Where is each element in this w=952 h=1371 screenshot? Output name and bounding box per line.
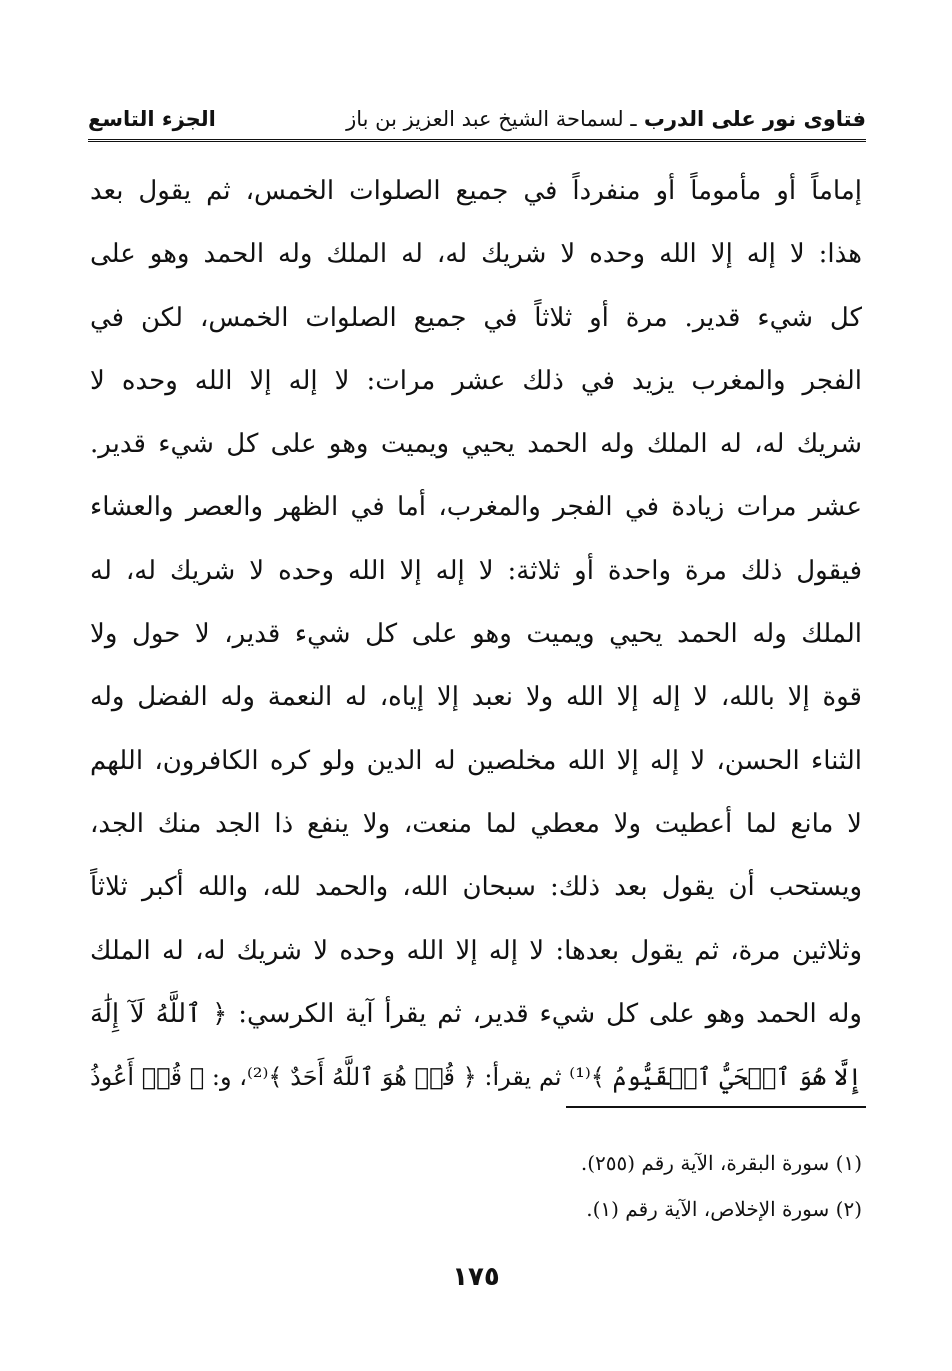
main-text [90,160,862,1109]
footnotes [90,1140,862,1232]
text-line: الفجر والمغرب يزيد في ذلك عشر مرات: لا إله إلا الله وحده لا [90,365,862,396]
footnote-2: (٢) سورة الإخلاص، الآية رقم (١). [586,1197,862,1221]
text-line: فيقول ذلك مرة واحدة أو ثلاثة: لا إله إلا الله وحده لا شريك له، له [90,555,862,586]
text-line: وثلاثين مرة، ثم يقول بعدها: لا إله إلا الله وحده لا شريك له، له الملك [90,935,862,966]
page-number: ١٧٥ [452,1262,500,1292]
header-volume: الجزء التاسع [88,106,216,131]
text-line: الثناء الحسن، لا إله إلا الله مخلصين له الدين ولو كره الكافرون، اللهم [90,745,862,776]
header-book-title [346,107,866,131]
text-line: كل شيء قدير. مرة أو ثلاثاً في جميع الصلوات الخمس، لكن في [90,302,862,333]
text-line: إماماً أو مأموماً أو منفرداً في جميع الصلوات الخمس، ثم يقول بعد [90,176,862,206]
running-header [88,98,866,142]
text-line: عشر مرات زيادة في الفجر والمغرب، أما في الظهر والعصر والعشاء [90,492,862,523]
text-line: الملك وله الحمد يحيي ويميت وهو على كل شيء قدير، لا حول ولا [90,619,862,650]
text-line: لا مانع لما أعطيت ولا معطي لما منعت، ولا ينفع ذا الجد منك الجد، [90,808,862,839]
footnote-1: (١) سورة البقرة، الآية رقم (٢٥٥). [580,1151,862,1175]
text-line: هذا: لا إله إلا الله وحده لا شريك له، له الملك وله الحمد وهو على [90,239,862,270]
book-title: فتاوى نور على الدرب [643,106,866,131]
text-line: قوة إلا بالله، لا إله إلا الله ولا نعبد إلا إياه، له النعمة وله الفضل وله [90,682,862,713]
footnote-divider [566,1106,866,1108]
text-line: إِلَّا هُوَ ٱلۡحَيُّ ٱلۡقَيُّومُ ﴾⁽¹⁾ ثم يقرأ: ﴿ قُلۡ هُوَ ٱللَّهُ أَحَدٌ ﴾⁽²⁾، و: ﴿ قُلۡ أَعُوذُ [90,1063,862,1092]
text-line: وله الحمد وهو على كل شيء قدير، ثم يقرأ آية الكرسي: ﴿ ٱللَّهُ لَآ إِلَٰهَ [90,998,862,1029]
text-line: شريك له، له الملك وله الحمد يحيي ويميت وهو على كل شيء قدير. [90,429,862,460]
text-line: ويستحب أن يقول بعد ذلك: سبحان الله، والحمد لله، والله أكبر ثلاثاً [90,872,862,903]
header-author: ـ لسماحة الشيخ عبد العزيز بن باز [346,106,637,131]
